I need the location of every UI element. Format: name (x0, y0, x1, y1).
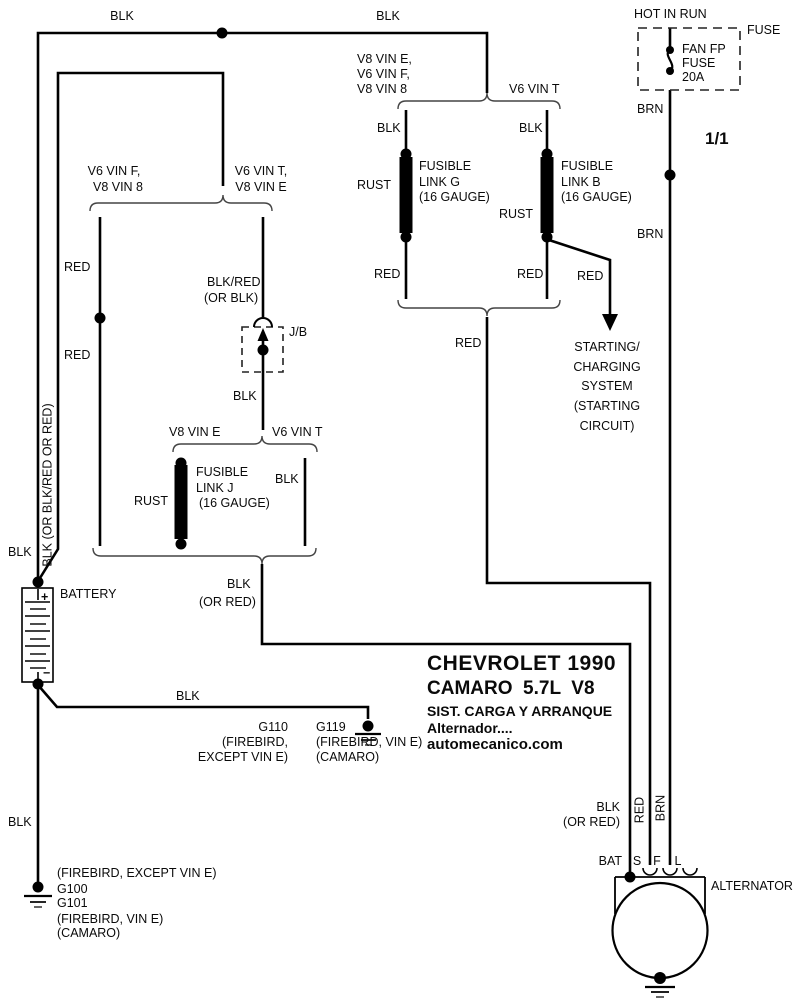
starting-system-line1: STARTING/ (574, 340, 640, 354)
linkj-vin-left: V8 VIN E (169, 425, 221, 439)
jb-box-label: J/B (289, 325, 308, 339)
ground-g110-line2: (FIREBIRD, (222, 735, 288, 749)
ground-g110-name: G110 (258, 720, 288, 734)
ground-g100-name: G100 (57, 882, 88, 896)
linkg-wire-top-label: BLK (377, 121, 401, 135)
terminal-arc-f (663, 868, 677, 875)
title-line5: automecanico.com (427, 736, 563, 753)
brace-left-section-top (90, 195, 272, 211)
battery-bottom-wire-label: BLK (176, 689, 200, 703)
terminal-arc-l (683, 868, 697, 875)
jb-connector-arc (254, 318, 272, 327)
left-branch-red-upper: RED (64, 260, 91, 274)
jb-below-wire-label: BLK (233, 389, 257, 403)
ground-g100-line4: (FIREBIRD, VIN E) (57, 912, 164, 926)
linkg-wire-bottom-label: RED (374, 267, 401, 281)
title-line1: CHEVROLET 1990 (427, 652, 617, 675)
starting-system-arrowhead (602, 314, 618, 331)
linkj-name-line1: FUSIBLE (196, 465, 249, 479)
fuse-header: HOT IN RUN (634, 7, 707, 21)
vin-right-t-branch: V6 VIN T (509, 82, 560, 96)
battery-left-wire-label: BLK (8, 545, 32, 559)
fuse-name-line1: FAN FP (682, 42, 726, 56)
page-reference: 1/1 (705, 129, 729, 148)
linkj-name-line2: LINK J (196, 481, 234, 495)
wire-battery-to-g110 (38, 685, 368, 719)
jb-up-arrowhead (258, 328, 269, 341)
linkb-wire-bottom-label: RED (517, 267, 544, 281)
linkb-color-label: RUST (499, 207, 534, 221)
starting-system-line3: SYSTEM (581, 379, 633, 393)
linkb-name-line2: LINK B (561, 175, 601, 189)
battery-label: BATTERY (60, 587, 117, 601)
linkg-name-line1: FUSIBLE (419, 159, 472, 173)
alternator-s-wire-label: RED (632, 796, 647, 824)
linkj-color-label: RUST (134, 494, 169, 508)
left-branch-red-lower: RED (64, 348, 91, 362)
linkb-name-line1: FUSIBLE (561, 159, 614, 173)
brace-merge-bottom (93, 548, 316, 564)
brace-gb-bottom (398, 300, 560, 316)
fusible-link-g-bar (400, 157, 413, 233)
wire-side-blk-or-blkred (40, 73, 223, 578)
jb-wire-label-line1: BLK/RED (207, 275, 261, 289)
title-line2: CAMARO 5.7L V8 (427, 678, 595, 699)
alternator-f-wire-label: BRN (653, 794, 668, 822)
starting-system-line5: CIRCUIT) (579, 419, 635, 433)
ground-g100-symbol (24, 896, 52, 907)
ground-alternator-symbol (645, 987, 675, 997)
wire-label-brn-mid: BRN (637, 227, 664, 241)
vin-right-line3: V8 VIN 8 (357, 82, 408, 96)
alternator-terminal-s: S (632, 854, 642, 868)
linkb-name-line3: (16 GAUGE) (561, 190, 632, 204)
linkj-right-wire-label: BLK (275, 472, 299, 486)
alternator-terminal-f: F (653, 854, 661, 868)
linkg-name-line3: (16 GAUGE) (419, 190, 490, 204)
vin-right-line1: V8 VIN E, (357, 52, 412, 66)
linkj-vin-right: V6 VIN T (272, 425, 323, 439)
fuse-rating: 20A (682, 70, 705, 84)
vin-right-line2: V6 VIN F, (357, 67, 410, 81)
starting-system-line4: (STARTING (573, 399, 641, 413)
title-line3: SIST. CARGA Y ARRANQUE (427, 703, 613, 719)
vin-left-left-line1: V6 VIN F, (87, 164, 141, 178)
linkb-wire-top-label: BLK (519, 121, 543, 135)
ground-g119-name: G119 (316, 720, 346, 734)
alternator-terminal-l: L (674, 854, 682, 868)
merge-wire-label-line2: (OR RED) (199, 595, 256, 609)
ground-g100-line5: (CAMARO) (57, 926, 121, 940)
linkg-color-label: RUST (357, 178, 392, 192)
fuse-name-line2: FUSE (682, 56, 716, 70)
battery-side-wire-label: BLK (OR BLK/RED OR RED) (40, 403, 55, 567)
ground-g119-line2: (FIREBIRD, VIN E) (316, 735, 423, 749)
vin-left-right-line1: V6 VIN T, (234, 164, 288, 178)
alternator-label: ALTERNATOR (711, 879, 793, 893)
ground-g101-name: G101 (57, 896, 88, 910)
battery-ground-wire-label: BLK (8, 815, 32, 829)
ground-g119-line3: (CAMARO) (316, 750, 380, 764)
alternator-symbol (613, 868, 708, 978)
battery-minus-sign: − (43, 666, 51, 680)
branch-wire-red-label: RED (577, 269, 604, 283)
fusible-link-j-bar (175, 465, 188, 539)
ground-g110-line3: EXCEPT VIN E) (197, 750, 288, 764)
vin-left-right-line2: V8 VIN E (235, 180, 287, 194)
wire-label-blk-top-left: BLK (110, 9, 134, 23)
alternator-bat-wire-line1: BLK (596, 800, 620, 814)
battery-plus-sign: + (41, 590, 49, 604)
wire-label-blk-top-right: BLK (376, 9, 400, 23)
vin-left-left-line2: V8 VIN 8 (92, 180, 144, 194)
wire-label-brn-upper: BRN (637, 102, 664, 116)
fuse-box-label: FUSE (747, 23, 781, 37)
alternator-bat-wire-line2: (OR RED) (563, 815, 620, 829)
linkj-name-line3: (16 GAUGE) (199, 496, 270, 510)
red-feed-label: RED (455, 336, 482, 350)
merge-wire-label-line1: BLK (227, 577, 251, 591)
jb-wire-label-line2: (OR BLK) (204, 291, 259, 305)
starting-system-line2: CHARGING (573, 360, 641, 374)
alternator-terminal-bat: BAT (598, 854, 622, 868)
ground-g100-line1: (FIREBIRD, EXCEPT VIN E) (57, 866, 217, 880)
terminal-arc-s (643, 868, 657, 875)
linkg-name-line2: LINK G (419, 175, 460, 189)
fusible-link-b-bar (541, 157, 554, 233)
title-line4: Alternador.... (427, 720, 513, 736)
